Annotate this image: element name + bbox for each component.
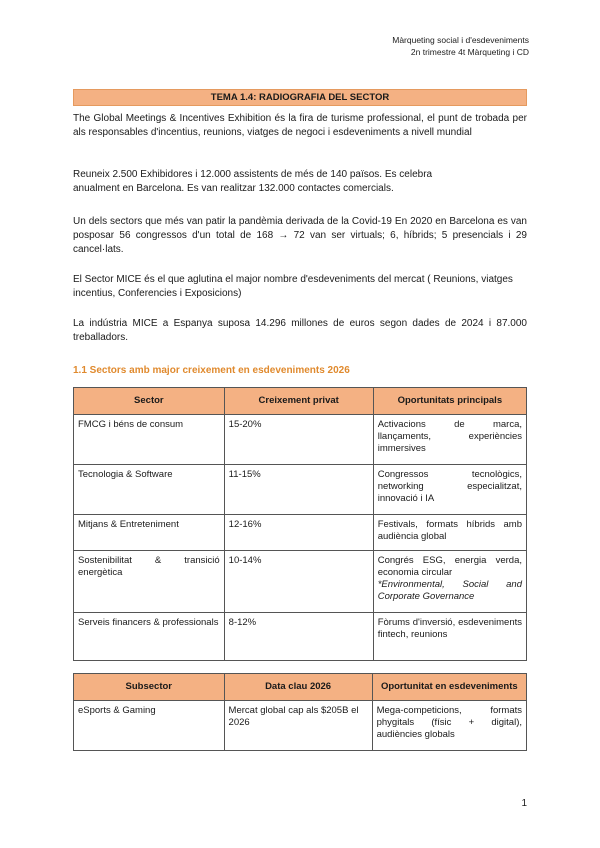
table-row [74, 551, 527, 613]
page-header [392, 34, 529, 58]
paragraph-gmie: The Global Meetings & Incentives Exhibition és la fira de turisme professional, el punt de trobada per als responsables d'incentius, reunions, viatges de negoci i esdeveniments a nivell mundial [73, 113, 527, 138]
cell-sector: Serveis financers & professionals [74, 613, 225, 661]
page-number: 1 [521, 798, 527, 809]
table-row [74, 415, 527, 465]
cell-opportunities [373, 551, 526, 613]
cell-sector: FMCG i béns de consum [74, 415, 225, 465]
cell-growth: 8-12% [224, 613, 373, 661]
table-row [74, 465, 527, 515]
cell-sector: Sostenibilitat & transició energètica [74, 551, 225, 613]
subsectors-table [73, 673, 527, 751]
table-row [74, 515, 527, 551]
header-line-2: 2n trimestre 4t Màrqueting i CD [410, 47, 529, 57]
cell-growth: 15-20% [224, 415, 373, 465]
esg-footnote: *Environmental, Social and Corporate Governance [377, 579, 522, 602]
table-row [74, 701, 527, 751]
table-row [74, 613, 527, 661]
table-header-row [74, 388, 527, 415]
cell-event-opportunity: Mega-competicions, formats phygitals (físic + digital), audiències globals [372, 701, 526, 751]
sectors-table [73, 387, 527, 661]
cell-opportunities: Fòrums d'inversió, esdeveniments fintech, reunions [373, 613, 526, 661]
cell-subsector: eSports & Gaming [74, 701, 225, 751]
cell-sector: Tecnologia & Software [74, 465, 225, 515]
header-line-1: Màrqueting social i d'esdeveniments [392, 35, 529, 45]
cell-opportunities: Activacions de marca, llançaments, experiències immersives [373, 415, 526, 465]
paragraph-mice: El Sector MICE és el que aglutina el major nombre d'esdeveniments del mercat ( Reunions, viatges incentius, Conferencies i Exposicions) [73, 274, 513, 299]
cell-opportunities: Festivals, formats híbrids amb audiència global [373, 515, 526, 551]
column-header-key-data: Data clau 2026 [224, 674, 372, 701]
table-header-row [74, 674, 527, 701]
opportunities-text: Congrés ESG, energia verda, economia circular [377, 555, 522, 578]
cell-sector: Mitjans & Entreteniment [74, 515, 225, 551]
cell-growth: 10-14% [224, 551, 373, 613]
cell-key-data: Mercat global cap als $205B el 2026 [224, 701, 372, 751]
column-header-event-opportunity: Oportunitat en esdeveniments [372, 674, 526, 701]
column-header-subsector: Subsector [74, 674, 225, 701]
column-header-growth: Creixement privat [224, 388, 373, 415]
column-header-sector: Sector [74, 388, 225, 415]
cell-growth: 12-16% [224, 515, 373, 551]
section-title: TEMA 1.4: RADIOGRAFIA DEL SECTOR [73, 89, 527, 106]
subsection-heading: 1.1 Sectors amb major creixement en esdeveniments 2026 [73, 365, 350, 376]
cell-growth: 11-15% [224, 465, 373, 515]
cell-opportunities: Congressos tecnològics, networking especialitzat, innovació i IA [373, 465, 526, 515]
paragraph-mice-spain: La indústria MICE a Espanya suposa 14.296 millones de euros segon dades de 2024 i 87.000 treballadors. [73, 318, 527, 343]
column-header-opportunities: Oportunitats principals [373, 388, 526, 415]
paragraph-covid: Un dels sectors que més van patir la pandèmia derivada de la Covid-19 En 2020 en Barcelona es van posposar 56 congressos d'un total de 168 → 72 van ser virtuals; 6, híbrids; 5 presencials i 29 cancel·lats. [73, 216, 527, 255]
paragraph-exhibitors: Reuneix 2.500 Exhibidores i 12.000 assistents de més de 140 països. Es celebra anualment en Barcelona. Es van realitzar 132.000 contactes comercials. [73, 169, 433, 194]
